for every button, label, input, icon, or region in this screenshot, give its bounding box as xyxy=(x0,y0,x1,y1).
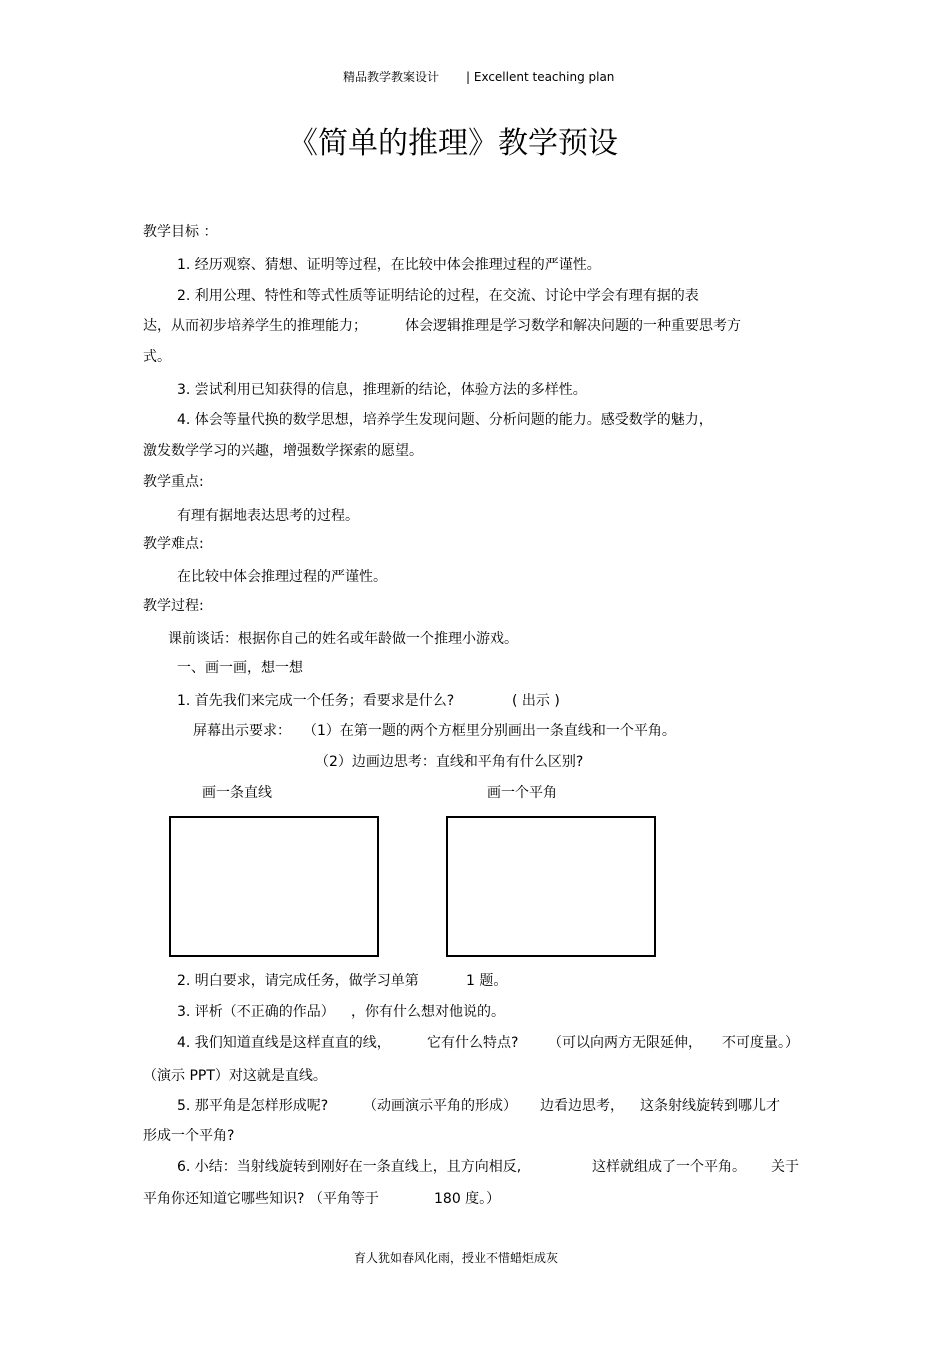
objective-item-3: 3. 尝试利用已知获得的信息，推理新的结论，体验方法的多样性。 xyxy=(177,382,587,398)
step-1-show: ( 出示 ) xyxy=(512,693,560,709)
box-label-straight-line: 画一条直线 xyxy=(202,785,272,801)
step-5-question: 这条射线旋转到哪儿才 xyxy=(640,1098,780,1114)
key-point-text: 有理有据地表达思考的过程。 xyxy=(177,508,359,524)
objectives-heading: 教学目标 ： xyxy=(143,224,218,240)
step-6-answer: 180 度。） xyxy=(434,1191,501,1207)
drawing-box-straight-line xyxy=(169,816,379,957)
step-1-text: 1. 首先我们来完成一个任务；看要求是什么? xyxy=(177,693,455,709)
objective-item-4-line-2: 激发数学学习的兴趣，增强数学探索的愿望。 xyxy=(143,443,423,459)
step-5-animation: （动画演示平角的形成） xyxy=(363,1098,517,1114)
objective-item-1: 1. 经历观察、猜想、证明等过程，在比较中体会推理过程的严谨性。 xyxy=(177,257,601,273)
pre-class-talk: 课前谈话：根据你自己的姓名或年龄做一个推理小游戏。 xyxy=(168,631,518,647)
step-3-text: 3. 评析（不正确的作品） xyxy=(177,1004,335,1020)
difficulty-heading: 教学难点: xyxy=(143,536,204,552)
step-4-answer-b: 不可度量。） xyxy=(722,1035,799,1051)
objective-item-2-line-2b: 体会逻辑推理是学习数学和解决问题的一种重要思考方 xyxy=(405,318,741,334)
process-heading: 教学过程: xyxy=(143,598,204,614)
step-4-question: 它有什么特点? xyxy=(427,1035,519,1051)
page-title: 《简单的推理》教学预设 xyxy=(288,126,618,161)
step-4-demo: （演示 PPT）对这就是直线。 xyxy=(143,1068,327,1084)
step-5-text: 5. 那平角是怎样形成呢? xyxy=(177,1098,329,1114)
step-2-text: 2. 明白要求，请完成任务，做学习单第 xyxy=(177,973,419,989)
objective-item-2-line-1: 2. 利用公理、特性和等式性质等证明结论的过程，在交流、讨论中学会有理有据的表 xyxy=(177,288,699,304)
step-6-summary: 6. 小结：当射线旋转到刚好在一条直线上，且方向相反, xyxy=(177,1159,522,1175)
step-5-question-end: 形成一个平角? xyxy=(143,1128,235,1144)
step-2-number: 1 题。 xyxy=(466,973,508,989)
objective-item-2-line-3: 式。 xyxy=(143,349,171,365)
section-1-heading: 一、画一画，想一想 xyxy=(177,660,303,676)
step-5-think: 边看边思考， xyxy=(540,1098,624,1114)
difficulty-text: 在比较中体会推理过程的严谨性。 xyxy=(177,569,387,585)
box-label-straight-angle: 画一个平角 xyxy=(487,785,557,801)
key-point-heading: 教学重点: xyxy=(143,474,204,490)
step-4-answer-a: （可以向两方无限延伸， xyxy=(548,1035,702,1051)
footer-motto: 育人犹如春风化雨，授业不惜蜡炬成灰 xyxy=(354,1251,559,1265)
screen-requirement-1: （1）在第一题的两个方框里分别画出一条直线和一个平角。 xyxy=(303,723,676,739)
step-4-text: 4. 我们知道直线是这样直直的线， xyxy=(177,1035,391,1051)
step-6-about: 关于 xyxy=(771,1159,799,1175)
drawing-box-straight-angle xyxy=(446,816,656,957)
screen-requirement-label: 屏幕出示要求： xyxy=(193,723,291,739)
step-6-summary-b: 这样就组成了一个平角。 xyxy=(592,1159,746,1175)
objective-item-2-line-2a: 达，从而初步培养学生的推理能力； xyxy=(143,318,367,334)
header-left: 精品教学教案设计 xyxy=(343,70,440,84)
header-right: | Excellent teaching plan xyxy=(466,70,615,84)
step-3-text-b: ，你有什么想对他说的。 xyxy=(351,1004,505,1020)
screen-requirement-2: （2）边画边思考：直线和平角有什么区别? xyxy=(315,754,584,770)
step-6-question: 平角你还知道它哪些知识? （平角等于 xyxy=(143,1191,379,1207)
objective-item-4-line-1: 4. 体会等量代换的数学思想，培养学生发现问题、分析问题的能力。感受数学的魅力， xyxy=(177,412,713,428)
